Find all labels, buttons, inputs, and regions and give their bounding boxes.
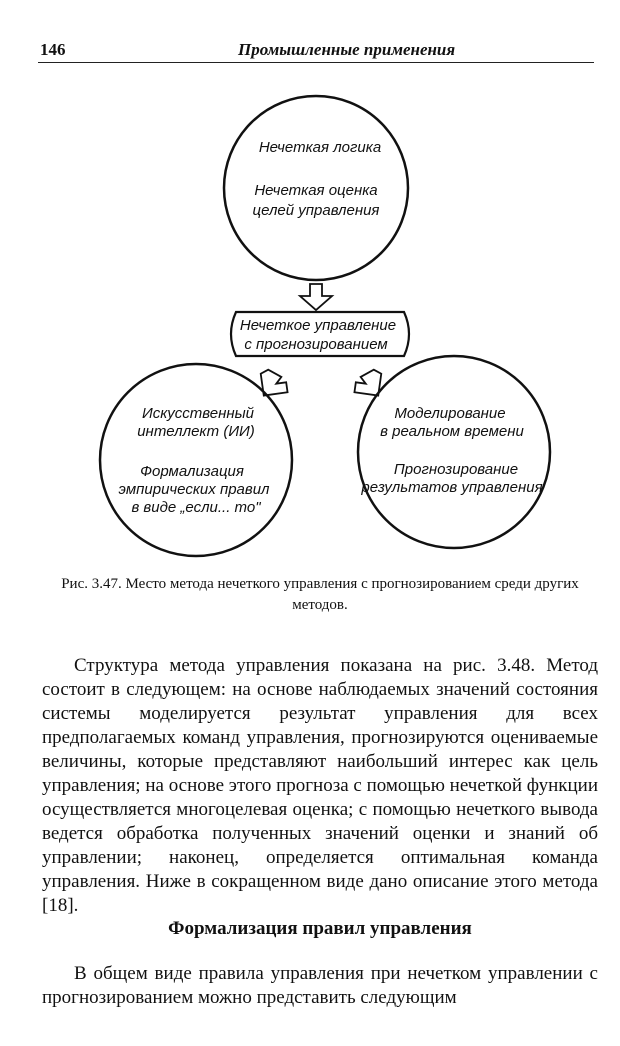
left-circle-line3: Формализация: [140, 463, 244, 480]
center-box-line1: Нечеткое управление: [239, 317, 397, 334]
figure-caption: Рис. 3.47. Место метода нечеткого управления с прогнозированием среди других методов.: [61, 576, 579, 613]
top-circle-line1: Нечеткая логика: [258, 139, 382, 156]
right-circle-line3: Прогнозирование: [393, 461, 519, 478]
right-circle-line1: Моделирование: [394, 405, 506, 422]
body-paragraph-2: В общем виде правила управления при нечетком управлении с прогнозированием можно представить следующим: [42, 963, 598, 1008]
right-circle: [358, 356, 550, 548]
body-paragraph-1: Структура метода управления показана на рис. 3.48. Метод состоит в следующем: на основе наблюдаемых значений состояния системы моделируется результат управления для всех предполагаемых команд управления, прогнозируются оцениваемые величины, которые представляют наибольший интерес как цель управления; на основе этого прогноза с помощью нечеткой функции осуществляется многоцелевая оценка; с помощью нечеткого вывода ведется обработка полученных значений оценки и знаний об управлении; наконец, определяется оптимальная команда управления. Ниже в сокращенном виде дано описание этого метода [18].: [42, 655, 599, 916]
arrow-down-icon: [300, 284, 332, 310]
right-circle-line2: в реальном времени: [380, 423, 524, 440]
top-circle-line3: целей управления: [252, 202, 380, 219]
running-title: Промышленные применения: [238, 40, 456, 59]
left-circle-line2: интеллект (ИИ): [137, 423, 255, 440]
arrow-right-down-icon: [354, 367, 381, 395]
right-circle-line4: результатов управления: [361, 479, 543, 496]
center-box-line2: с прогнозированием: [244, 336, 388, 353]
left-circle-line4: эмпирических правил: [118, 481, 270, 498]
left-circle: [100, 364, 292, 556]
top-circle-line2: Нечеткая оценка: [254, 182, 378, 199]
section-heading: Формализация правил управления: [168, 918, 472, 939]
page-number: 146: [40, 40, 66, 59]
left-circle-line5: в виде „если... то": [131, 499, 261, 516]
left-circle-line1: Искусственный: [141, 405, 255, 422]
